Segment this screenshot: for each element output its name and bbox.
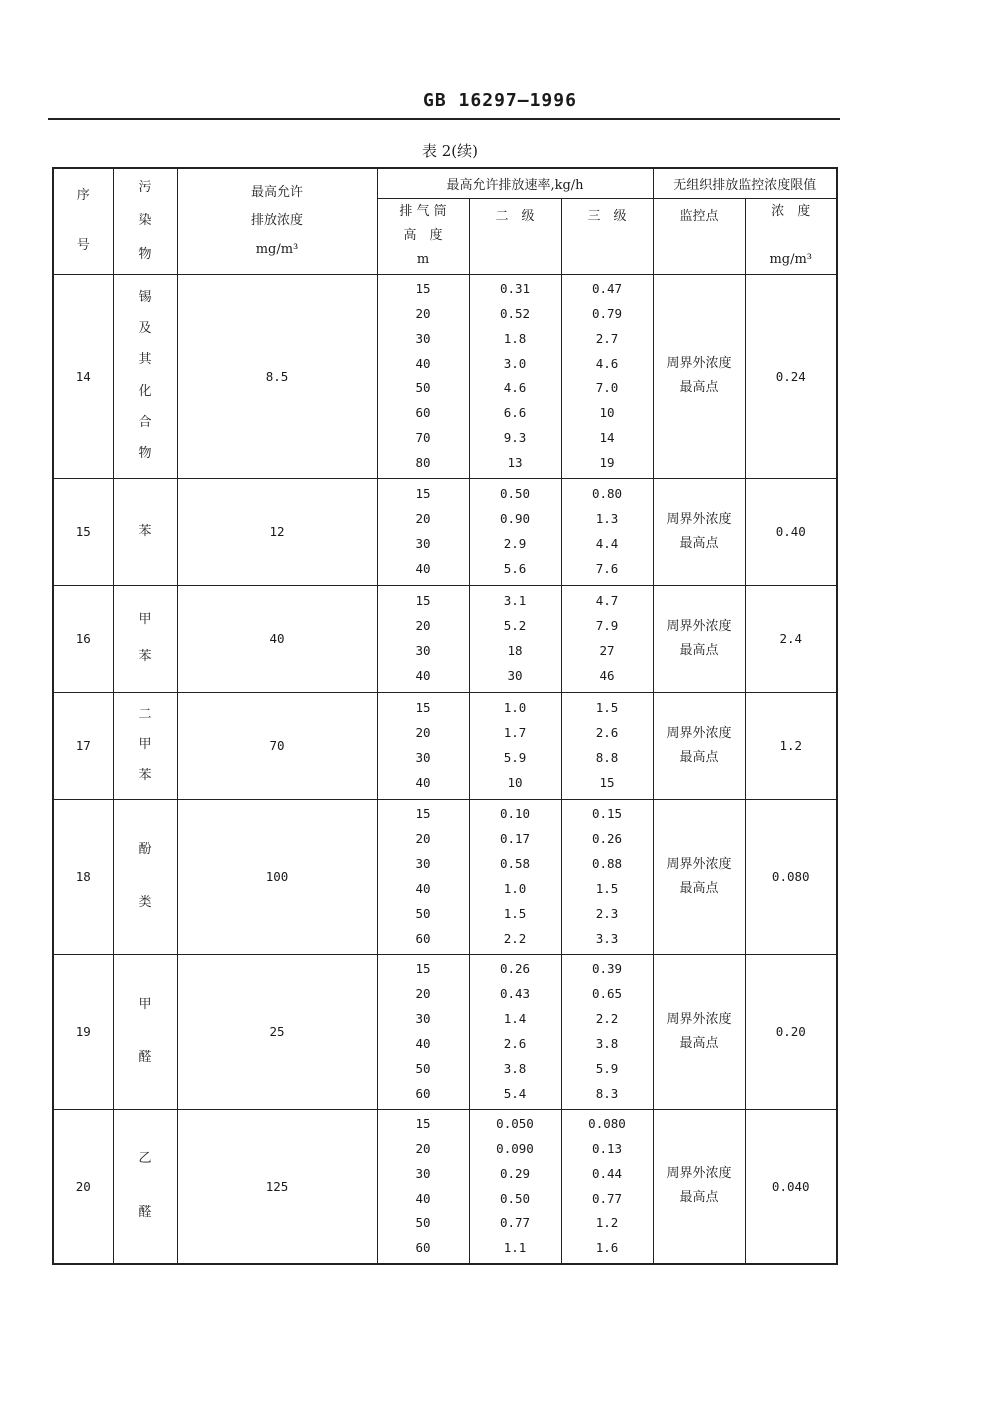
monitor-point-text: 周界外浓度 xyxy=(666,511,732,527)
table-row xyxy=(53,274,837,478)
monitor-point-text: 最高点 xyxy=(679,1035,719,1051)
grade2-value: 0.090 xyxy=(496,1140,534,1156)
stack-height-value: 30 xyxy=(415,536,431,552)
monitor-point-text: 周界外浓度 xyxy=(666,356,732,371)
grade3-value: 8.8 xyxy=(595,750,619,766)
monitor-point-cell xyxy=(653,274,745,478)
grade3-value: 0.13 xyxy=(591,1140,623,1156)
stack-height-value: 20 xyxy=(415,724,431,740)
grade2-value: 0.77 xyxy=(499,1215,531,1231)
grade3-value: 1.2 xyxy=(595,1215,619,1231)
pollutant-char: 甲 xyxy=(138,996,152,1012)
pollutant-char: 苯 xyxy=(138,649,152,665)
monitor-point-text: 最高点 xyxy=(679,380,719,395)
grade3-value: 19 xyxy=(599,454,615,470)
grade2-value: 3.0 xyxy=(503,355,527,371)
stack-height-cell xyxy=(377,799,469,954)
stack-height-value: 15 xyxy=(415,1116,431,1132)
grade3-value: 2.3 xyxy=(595,905,619,921)
grade3-cell xyxy=(561,954,653,1109)
grade2-value: 30 xyxy=(507,668,523,684)
grade2-value: 3.8 xyxy=(503,1060,527,1076)
stack-height-value: 20 xyxy=(415,306,431,322)
header-seq: 序 号 xyxy=(53,168,113,274)
header-monitor-point: 监控点 xyxy=(653,198,745,274)
header-concentration: 浓 度 mg/m³ xyxy=(745,198,837,274)
monitor-point-cell xyxy=(653,954,745,1109)
grade3-value: 7.0 xyxy=(595,380,619,396)
concentration-cell: 0.40 xyxy=(745,478,837,585)
header-grade3: 三 级 xyxy=(561,198,653,274)
grade2-value: 5.6 xyxy=(503,561,527,577)
pollutant-char: 锡 xyxy=(138,289,152,305)
grade2-value: 3.1 xyxy=(503,592,527,608)
seq-cell: 17 xyxy=(53,692,113,799)
stack-height-value: 50 xyxy=(415,1215,431,1231)
max-concentration-cell: 125 xyxy=(177,1109,377,1264)
pollutant-cell xyxy=(113,954,177,1109)
grade3-cell xyxy=(561,1109,653,1264)
grade3-value: 0.47 xyxy=(591,281,623,297)
table-row xyxy=(53,1109,837,1264)
stack-height-value: 40 xyxy=(415,880,431,896)
grade3-value: 4.4 xyxy=(595,536,619,552)
stack-height-value: 40 xyxy=(415,355,431,371)
table-title: 表 2(续) xyxy=(421,142,479,160)
pollutant-char: 甲 xyxy=(138,611,152,627)
stack-height-value: 30 xyxy=(415,330,431,346)
grade3-value: 46 xyxy=(599,668,615,684)
grade3-cell xyxy=(561,274,653,478)
grade3-value: 4.6 xyxy=(595,355,619,371)
grade2-value: 5.9 xyxy=(503,750,527,766)
grade2-value: 6.6 xyxy=(503,405,527,421)
grade2-value: 0.50 xyxy=(499,1190,531,1206)
grade3-value: 27 xyxy=(599,643,615,659)
stack-height-value: 30 xyxy=(415,750,431,766)
pollutant-cell xyxy=(113,1109,177,1264)
stack-height-value: 15 xyxy=(415,699,431,715)
max-concentration-cell: 100 xyxy=(177,799,377,954)
pollutant-char: 化 xyxy=(138,383,152,399)
grade3-value: 0.39 xyxy=(591,961,623,977)
stack-height-value: 40 xyxy=(415,775,431,791)
monitor-point-text: 周界外浓度 xyxy=(666,856,732,872)
pollutant-cell xyxy=(113,585,177,692)
grade2-cell xyxy=(469,478,561,585)
grade3-value: 0.44 xyxy=(591,1165,623,1181)
stack-height-value: 40 xyxy=(415,1035,431,1051)
grade3-value: 0.79 xyxy=(591,306,623,322)
grade2-cell xyxy=(469,1109,561,1264)
grade3-value: 0.77 xyxy=(591,1190,623,1206)
pollutant-char: 物 xyxy=(138,446,152,462)
pollutant-cell xyxy=(113,692,177,799)
grade3-value: 15 xyxy=(599,775,615,791)
grade2-value: 5.2 xyxy=(503,617,527,633)
grade2-cell xyxy=(469,274,561,478)
grade2-cell xyxy=(469,585,561,692)
grade3-value: 0.26 xyxy=(591,831,623,847)
header-stack-height: 排 气 筒 高 度 m xyxy=(377,198,469,274)
monitor-point-text: 最高点 xyxy=(679,642,719,658)
max-concentration-cell: 40 xyxy=(177,585,377,692)
grade3-value: 1.5 xyxy=(595,699,619,715)
pollutant-cell xyxy=(113,799,177,954)
grade2-value: 2.2 xyxy=(503,930,527,946)
pollutant-char: 苯 xyxy=(138,767,152,783)
table-row xyxy=(53,799,837,954)
monitor-point-cell xyxy=(653,478,745,585)
seq-cell: 20 xyxy=(53,1109,113,1264)
table-row xyxy=(53,692,837,799)
concentration-cell: 1.2 xyxy=(745,692,837,799)
max-concentration-cell: 8.5 xyxy=(177,274,377,478)
monitor-point-cell xyxy=(653,1109,745,1264)
stack-height-value: 20 xyxy=(415,986,431,1002)
header-max-concentration: 最高允许 排放浓度 mg/m³ xyxy=(177,168,377,274)
seq-cell: 14 xyxy=(53,274,113,478)
grade3-value: 10 xyxy=(599,405,615,421)
grade2-value: 2.6 xyxy=(503,1035,527,1051)
grade2-cell xyxy=(469,692,561,799)
stack-height-value: 50 xyxy=(415,380,431,396)
pollutant-cell xyxy=(113,274,177,478)
seq-cell: 15 xyxy=(53,478,113,585)
pollutant-char: 苯 xyxy=(138,523,152,539)
pollutant-cell xyxy=(113,478,177,585)
stack-height-value: 40 xyxy=(415,561,431,577)
seq-cell: 19 xyxy=(53,954,113,1109)
stack-height-value: 20 xyxy=(415,510,431,526)
seq-cell: 16 xyxy=(53,585,113,692)
grade2-value: 4.6 xyxy=(503,380,527,396)
grade3-value: 2.7 xyxy=(595,330,619,346)
pollutant-char: 甲 xyxy=(138,737,152,753)
stack-height-cell xyxy=(377,692,469,799)
grade3-value: 0.80 xyxy=(591,485,623,501)
monitor-point-cell xyxy=(653,799,745,954)
table-row xyxy=(53,954,837,1109)
emission-limits-table xyxy=(52,167,838,1265)
monitor-point-text: 最高点 xyxy=(679,535,719,551)
grade2-value: 0.050 xyxy=(496,1116,534,1132)
monitor-point-text: 周界外浓度 xyxy=(666,1166,732,1182)
header-pollutant: 污 染 物 xyxy=(113,168,177,274)
stack-height-value: 30 xyxy=(415,856,431,872)
stack-height-value: 40 xyxy=(415,1190,431,1206)
pollutant-char: 其 xyxy=(138,352,152,368)
grade3-value: 0.080 xyxy=(588,1116,626,1132)
stack-height-value: 15 xyxy=(415,281,431,297)
grade3-value: 0.65 xyxy=(591,986,623,1002)
stack-height-value: 60 xyxy=(415,930,431,946)
grade2-value: 0.58 xyxy=(499,856,531,872)
grade3-value: 3.8 xyxy=(595,1035,619,1051)
pollutant-char: 类 xyxy=(138,895,152,911)
grade2-value: 0.50 xyxy=(499,485,531,501)
max-concentration-cell: 25 xyxy=(177,954,377,1109)
max-concentration-cell: 70 xyxy=(177,692,377,799)
grade3-value: 0.15 xyxy=(591,806,623,822)
concentration-cell: 0.20 xyxy=(745,954,837,1109)
grade3-value: 0.88 xyxy=(591,856,623,872)
stack-height-value: 15 xyxy=(415,961,431,977)
stack-height-value: 20 xyxy=(415,1140,431,1156)
grade2-cell xyxy=(469,954,561,1109)
stack-height-value: 30 xyxy=(415,643,431,659)
grade3-value: 14 xyxy=(599,429,615,445)
header-rule xyxy=(48,118,840,120)
grade3-value: 2.2 xyxy=(595,1011,619,1027)
stack-height-cell xyxy=(377,585,469,692)
stack-height-value: 60 xyxy=(415,1240,431,1256)
grade2-value: 1.0 xyxy=(503,880,527,896)
table-body xyxy=(53,274,837,1264)
monitor-point-text: 周界外浓度 xyxy=(666,1011,732,1027)
table-row xyxy=(53,585,837,692)
grade3-cell xyxy=(561,585,653,692)
stack-height-value: 30 xyxy=(415,1011,431,1027)
grade3-value: 1.6 xyxy=(595,1240,619,1256)
stack-height-value: 60 xyxy=(415,405,431,421)
monitor-point-text: 最高点 xyxy=(679,749,719,765)
stack-height-value: 30 xyxy=(415,1165,431,1181)
header-rate-group: 最高允许排放速率,kg/h xyxy=(377,168,653,198)
monitor-point-cell xyxy=(653,585,745,692)
grade3-value: 3.3 xyxy=(595,930,619,946)
concentration-cell: 0.24 xyxy=(745,274,837,478)
stack-height-value: 15 xyxy=(415,592,431,608)
stack-height-value: 80 xyxy=(415,454,431,470)
grade3-cell xyxy=(561,692,653,799)
monitor-point-text: 周界外浓度 xyxy=(666,618,732,634)
concentration-cell: 0.080 xyxy=(745,799,837,954)
grade3-value: 7.6 xyxy=(595,561,619,577)
seq-cell: 18 xyxy=(53,799,113,954)
grade2-value: 1.1 xyxy=(503,1240,527,1256)
grade2-value: 13 xyxy=(507,454,523,470)
stack-height-value: 70 xyxy=(415,429,431,445)
grade3-value: 1.5 xyxy=(595,880,619,896)
header-grade2: 二 级 xyxy=(469,198,561,274)
grade3-value: 1.3 xyxy=(595,510,619,526)
pollutant-char: 醛 xyxy=(138,1050,152,1066)
grade2-value: 0.26 xyxy=(499,961,531,977)
grade2-value: 5.4 xyxy=(503,1085,527,1101)
grade2-value: 1.4 xyxy=(503,1011,527,1027)
concentration-cell: 2.4 xyxy=(745,585,837,692)
grade2-value: 1.5 xyxy=(503,905,527,921)
concentration-cell: 0.040 xyxy=(745,1109,837,1264)
header-fugitive-group: 无组织排放监控浓度限值 xyxy=(653,168,837,198)
pollutant-char: 醛 xyxy=(138,1205,152,1221)
stack-height-value: 15 xyxy=(415,485,431,501)
monitor-point-cell xyxy=(653,692,745,799)
stack-height-value: 40 xyxy=(415,668,431,684)
stack-height-value: 15 xyxy=(415,806,431,822)
stack-height-cell xyxy=(377,954,469,1109)
pollutant-char: 乙 xyxy=(138,1151,152,1167)
pollutant-char: 合 xyxy=(138,414,152,430)
document-header: GB 16297—1996 xyxy=(423,90,577,111)
monitor-point-text: 周界外浓度 xyxy=(666,725,732,741)
stack-height-cell xyxy=(377,274,469,478)
emission-table-container xyxy=(52,167,838,1265)
grade2-value: 1.8 xyxy=(503,330,527,346)
grade3-value: 5.9 xyxy=(595,1060,619,1076)
grade3-cell xyxy=(561,478,653,585)
pollutant-char: 二 xyxy=(138,707,152,723)
stack-height-cell xyxy=(377,478,469,585)
grade2-value: 0.90 xyxy=(499,510,531,526)
grade2-value: 9.3 xyxy=(503,429,527,445)
grade2-value: 0.52 xyxy=(499,306,531,322)
pollutant-char: 及 xyxy=(138,320,152,336)
grade2-cell xyxy=(469,799,561,954)
stack-height-value: 20 xyxy=(415,831,431,847)
stack-height-value: 50 xyxy=(415,905,431,921)
stack-height-value: 20 xyxy=(415,617,431,633)
grade2-value: 0.10 xyxy=(499,806,531,822)
table-row xyxy=(53,478,837,585)
monitor-point-text: 最高点 xyxy=(679,880,719,896)
grade2-value: 10 xyxy=(507,775,523,791)
grade3-value: 2.6 xyxy=(595,724,619,740)
grade2-value: 0.43 xyxy=(499,986,531,1002)
stack-height-value: 50 xyxy=(415,1060,431,1076)
pollutant-char: 酚 xyxy=(138,841,152,857)
grade2-value: 1.0 xyxy=(503,699,527,715)
grade2-value: 2.9 xyxy=(503,536,527,552)
grade3-value: 8.3 xyxy=(595,1085,619,1101)
grade2-value: 1.7 xyxy=(503,724,527,740)
grade2-value: 18 xyxy=(507,643,523,659)
grade2-value: 0.17 xyxy=(499,831,531,847)
grade2-value: 0.31 xyxy=(499,281,531,297)
stack-height-value: 60 xyxy=(415,1085,431,1101)
grade3-cell xyxy=(561,799,653,954)
stack-height-cell xyxy=(377,1109,469,1264)
max-concentration-cell: 12 xyxy=(177,478,377,585)
grade3-value: 7.9 xyxy=(595,617,619,633)
grade3-value: 4.7 xyxy=(595,592,619,608)
monitor-point-text: 最高点 xyxy=(679,1190,719,1206)
grade2-value: 0.29 xyxy=(499,1165,531,1181)
